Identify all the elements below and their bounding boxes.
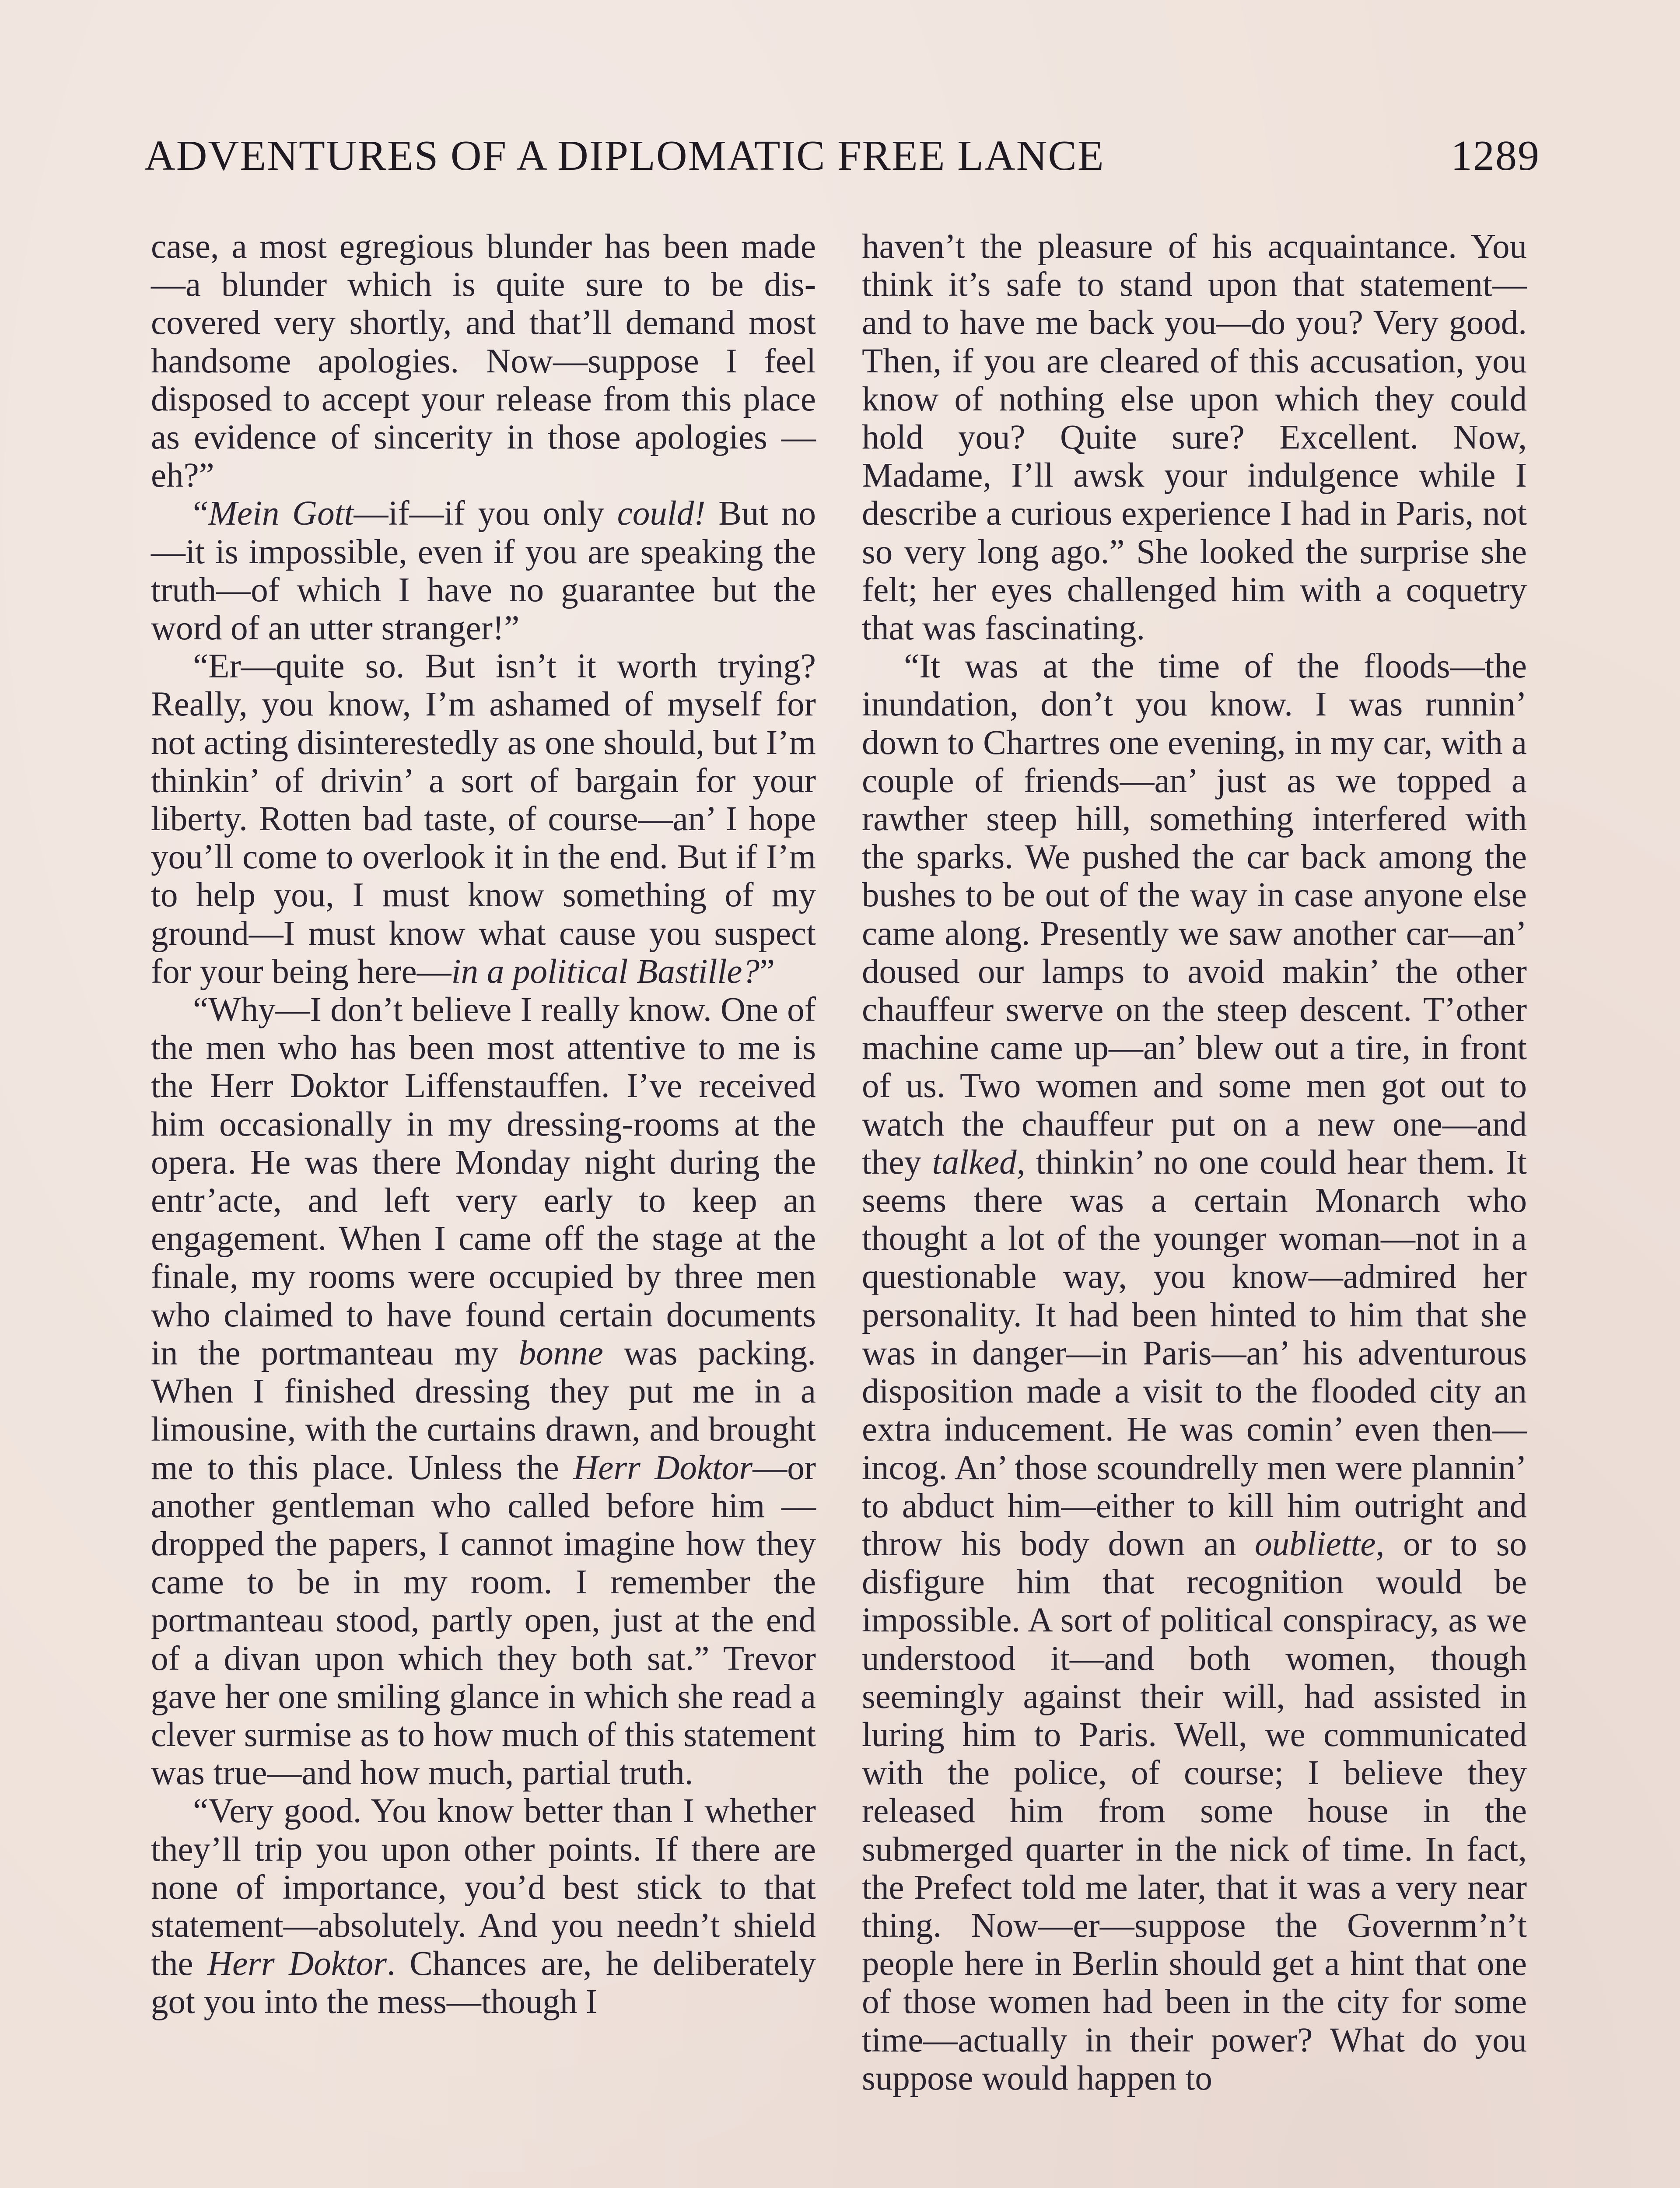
- running-header: [144, 131, 1540, 188]
- paragraph: “Er—quite so. But isn’t it worth trying? Really, you know, I’m ashamed of myself for not acting disinterestedly as one should, but I’m thinkin’ of drivin’ a sort of bargain for your liberty. Rotten bad taste, of course—an’ I hope you’ll come to overlook it in the end. But if I’m to help you, I must know something of my ground—I must know what cause you suspect for your being here—in a political Bastille?”: [151, 647, 816, 991]
- right-text-column: [862, 228, 1527, 2097]
- paragraph: case, a most egregious blunder has been made—a blunder which is quite sure to be discovered very shortly, and that’ll demand most handsome apologies. Now—suppose I feel disposed to accept your release from this place as evidence of sincerity in those apologies —eh?”: [151, 228, 816, 495]
- paragraph: haven’t the pleasure of his acquaintance. You think it’s safe to stand upon that statement—and to have me back you—do you? Very good. Then, if you are cleared of this accusation, you know of nothing else upon which they could hold you? Quite sure? Excellent. Now, Madame, I’ll awsk your indulgence while I describe a curious experience I had in Paris, not so very long ago.” She looked the surprise she felt; her eyes challenged him with a coquetry that was fascinating.: [862, 228, 1527, 648]
- paragraph: “Very good. You know better than I whether they’ll trip you upon other points. If there are none of importance, you’d best stick to that statement—absolutely. And you needn’t shield the Herr Doktor. Chances are, he deliberately got you into the mess—though I: [151, 1792, 816, 2021]
- paragraph: “Mein Gott—if—if you only could! But no—it is impossible, even if you are speaking the truth—of which I have no guarantee but the word of an utter stranger!”: [151, 494, 816, 648]
- running-title: ADVENTURES OF A DIPLOMATIC FREE LANCE: [144, 132, 1105, 179]
- page-number: 1289: [1451, 132, 1540, 179]
- paragraph: “It was at the time of the floods—the inundation, don’t you know. I was runnin’ down to Chartres one evening, in my car, with a couple of friends—an’ just as we topped a rawther steep hill, something interfered with the sparks. We pushed the car back among the bushes to be out of the way in case anyone else came along. Presently we saw another car—an’ doused our lamps to avoid makin’ the other chauffeur swerve on the steep descent. T’other machine came up—an’ blew out a tire, in front of us. Two women and some men got out to watch the chauffeur put on a new one—and they talked, thinkin’ no one could hear them. It seems there was a certain Monarch who thought a lot of the younger woman—not in a questionable way, you know—admired her personality. It had been hinted to him that she was in danger—in Paris—an’ his adventurous disposition made a visit to the flooded city an extra inducement. He was comin’ even then—incog. An’ those scoundrelly men were plannin’ to abduct him—either to kill him outright and throw his body down an oubliette, or to so disfigure him that recognition would be impossible. A sort of political conspiracy, as we understood it—and both women, though seemingly against their will, had assisted in luring him to Paris. Well, we communicated with the police, of course; I believe they released him from some house in the submerged quarter in the nick of time. In fact, the Prefect told me later, that it was a very near thing. Now—er—suppose the Governm’n’t people here in Berlin should get a hint that one of those women had been in the city for some time—actually in their power? What do you suppose would happen to: [862, 647, 1527, 2097]
- paragraph: “Why—I don’t believe I really know. One of the men who has been most attentive to me is the Herr Doktor Liffenstauffen. I’ve received him occasionally in my dressing-rooms at the opera. He was there Monday night during the entr’acte, and left very early to keep an engagement. When I came off the stage at the finale, my rooms were occupied by three men who claimed to have found certain documents in the portmanteau my bonne was packing. When I finished dressing they put me in a limousine, with the curtains drawn, and brought me to this place. Unless the Herr Doktor—or another gentleman who called before him —dropped the papers, I cannot imagine how they came to be in my room. I remember the portmanteau stood, partly open, just at the end of a divan upon which they both sat.” Trevor gave her one smiling glance in which she read a clever surmise as to how much of this statement was true—and how much, partial truth.: [151, 991, 816, 1792]
- left-text-column: [151, 228, 816, 2021]
